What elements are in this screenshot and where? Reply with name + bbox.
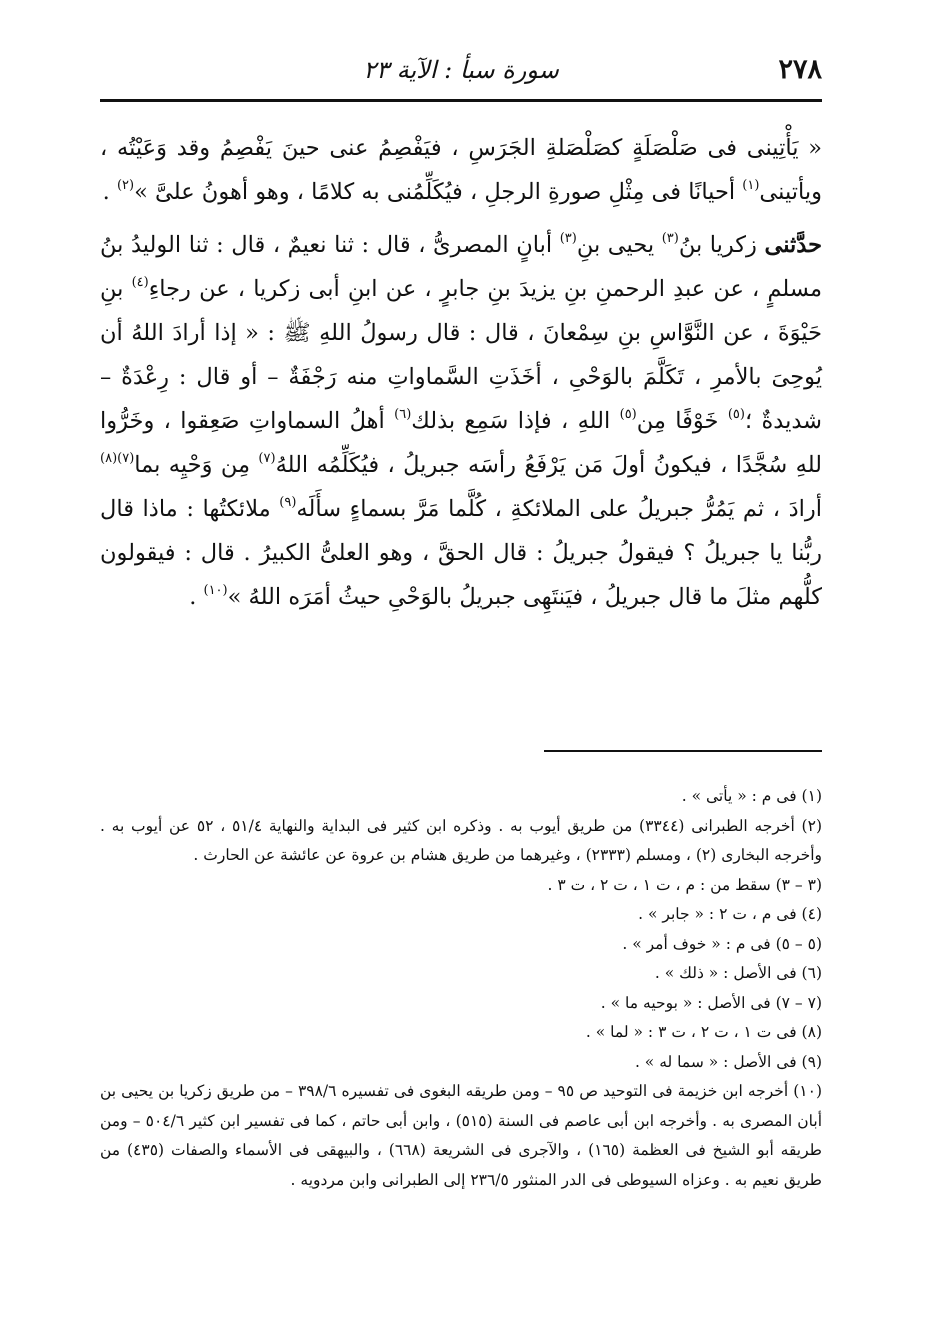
footnote-ref: (١) (742, 178, 760, 193)
page-header (100, 48, 822, 98)
header-rule (100, 99, 822, 102)
text-run: زكريا بنُ (678, 232, 765, 258)
footnote-ref: (٤) (131, 275, 149, 290)
footnote-10: (١٠) أخرجه ابن خزيمة فى التوحيد ص ٩٥ – ومن طريقه البغوى فى تفسيره ٣٩٨/٦ – من طريق زكريا بن يحيى بن أبان المصرى به . وأخرجه ابن أبى عاصم فى السنة (٥١٥) ، وابن أبى حاتم ، كما فى تفسير ابن كثير ٥٠٤/٦ – ومن طريقه أبو الشيخ فى العظمة (١٦٥) ، والآجرى فى الشريعة (٦٦٨) ، والبيهقى فى الأسماء والصفات (٤٣٥) من طريق نعيم به . وعزاه السيوطى فى الدر المنثور ٢٣٦/٥ إلى الطبرانى وابن مردويه . (100, 1082, 823, 1189)
footnote-separator (544, 750, 822, 752)
text-run: أرادَ ، ثم يَمُرُّ جبريلُ على الملائكةِ ، كُلَّما مَرَّ بسماءٍ سأَلَه (296, 496, 823, 522)
text-run: أهلُ السماواتِ صَعِقوا ، وخَرُّوا للهِ سُجَّدًا ، فيكونُ أولَ مَن يَرْفَعُ رأسَه جبريلُ ، فيُكَلِّمُه اللهُ (100, 408, 823, 478)
hadith-paragraph (100, 223, 822, 619)
text-run: أحيانًا فى مِثْلِ صورةِ الرجلِ ، فيُكَلِّمُنى به كلامًا ، وهو أهونُ علىَّ » (134, 179, 743, 205)
footnote-2: (٢) أخرجه الطبرانى (٣٣٤٤) من طريق أيوب به . وذكره ابن كثير فى البداية والنهاية ٥١/٤ ، ٥٢ عن أيوب به . وأخرجه البخارى (٢) ، ومسلم (٢٣٣٣) ، وغيرهما من طريق هشام بن عروة عن عائشة عن الحارث . (100, 816, 822, 864)
footnotes (100, 782, 822, 1195)
text-run: خَوْفًا مِن (636, 408, 728, 434)
footnote-3: (٣ – ٣) سقط من : م ، ت ١ ، ت ٢ ، ت ٣ . (547, 875, 822, 894)
footnote-9: (٩) فى الأصل : « سما له » . (634, 1052, 822, 1071)
text-run: يحيى بنِ (576, 232, 662, 258)
footnote-ref: (١٠) (203, 583, 228, 598)
lead-word: حدَّثنى (764, 232, 822, 258)
footnote-ref: (٢) (116, 178, 135, 193)
text-run: مِن وَحْيِه بما (134, 452, 259, 478)
text-run: ملائكتُها : ماذا قال ربُّنا يا جبريلُ ؟ فيقولُ جبريلُ : قال الحقَّ ، وهو العلىُّ الكبيرُ . قال : فيقولون كلُّهم مثلَ ما قال جبريلُ ، فيَنتَهِى جبريلُ بالوَحْىِ حيثُ أمَرَه اللهُ » (100, 496, 822, 610)
text-run: أبانٍ المصرىُّ ، قال : ثنا نعيمٌ ، قال : ثنا الوليدُ بنُ مسلمٍ ، عن عبدِ الرحمنِ بنِ يزيدَ بنِ جابرٍ ، عن ابنِ أبى زكريا ، عن رجاءِ (100, 232, 823, 302)
footnote-8: (٨) فى ت ١ ، ت ٢ ، ت ٣ : « لما » . (585, 1023, 822, 1041)
footnote-4: (٤) فى م ، ت ٢ : « جابر » . (638, 905, 822, 923)
text-run: بنِ حَيْوَةَ ، عن النَّوَّاسِ بنِ سِمْعانَ ، قال : قال رسولُ اللهِ ﷺ : « إذا أرادَ اللهُ أن يُوحِىَ بالأمرِ ، تَكَلَّمَ بالوَحْىِ ، أخَذَتِ السَّماواتِ منه رَجْفَةٌ – أو قال : رِعْدَةٌ – شديدةٌ ؛ (100, 276, 822, 434)
footnote-ref: (٥) (727, 407, 745, 422)
text-run: . (189, 584, 204, 610)
footnote-7: (٧ – ٧) فى الأصل : « بوحيه ما » . (600, 993, 822, 1012)
text-run: « يَأْتِينى فى صَلْصَلَةٍ كصَلْصَلةِ الجَرَسِ ، فيَفْصِمُ عنى حينَ يَفْصِمُ وقد وَعَيْتُه ، ويأتينى (100, 135, 822, 205)
main-text (100, 126, 822, 619)
footnote-ref: (٣) (559, 231, 577, 246)
page-number: ٢٧٨ (778, 54, 822, 85)
footnote-ref: (٦) (394, 407, 412, 422)
text-run: . (102, 179, 117, 205)
footnote-ref: (٣) (661, 231, 679, 246)
running-title: سورة سبأ : الآية ٢٣ (363, 56, 559, 84)
footnote-1: (١) فى م : « يأتى » . (681, 787, 822, 805)
footnote-ref: (٧) (258, 451, 276, 466)
hadith-paragraph (100, 126, 822, 214)
footnote-5: (٥ – ٥) فى م : « خوف أمر » . (622, 934, 822, 953)
footnote-ref: (٧)(٨) (100, 451, 135, 466)
footnote-ref: (٩) (279, 495, 297, 510)
footnote-ref: (٥) (619, 407, 637, 422)
text-run: اللهِ ، فإذا سَمِع بذلك (411, 408, 620, 434)
footnote-6: (٦) فى الأصل : « ذلك » . (654, 964, 822, 982)
